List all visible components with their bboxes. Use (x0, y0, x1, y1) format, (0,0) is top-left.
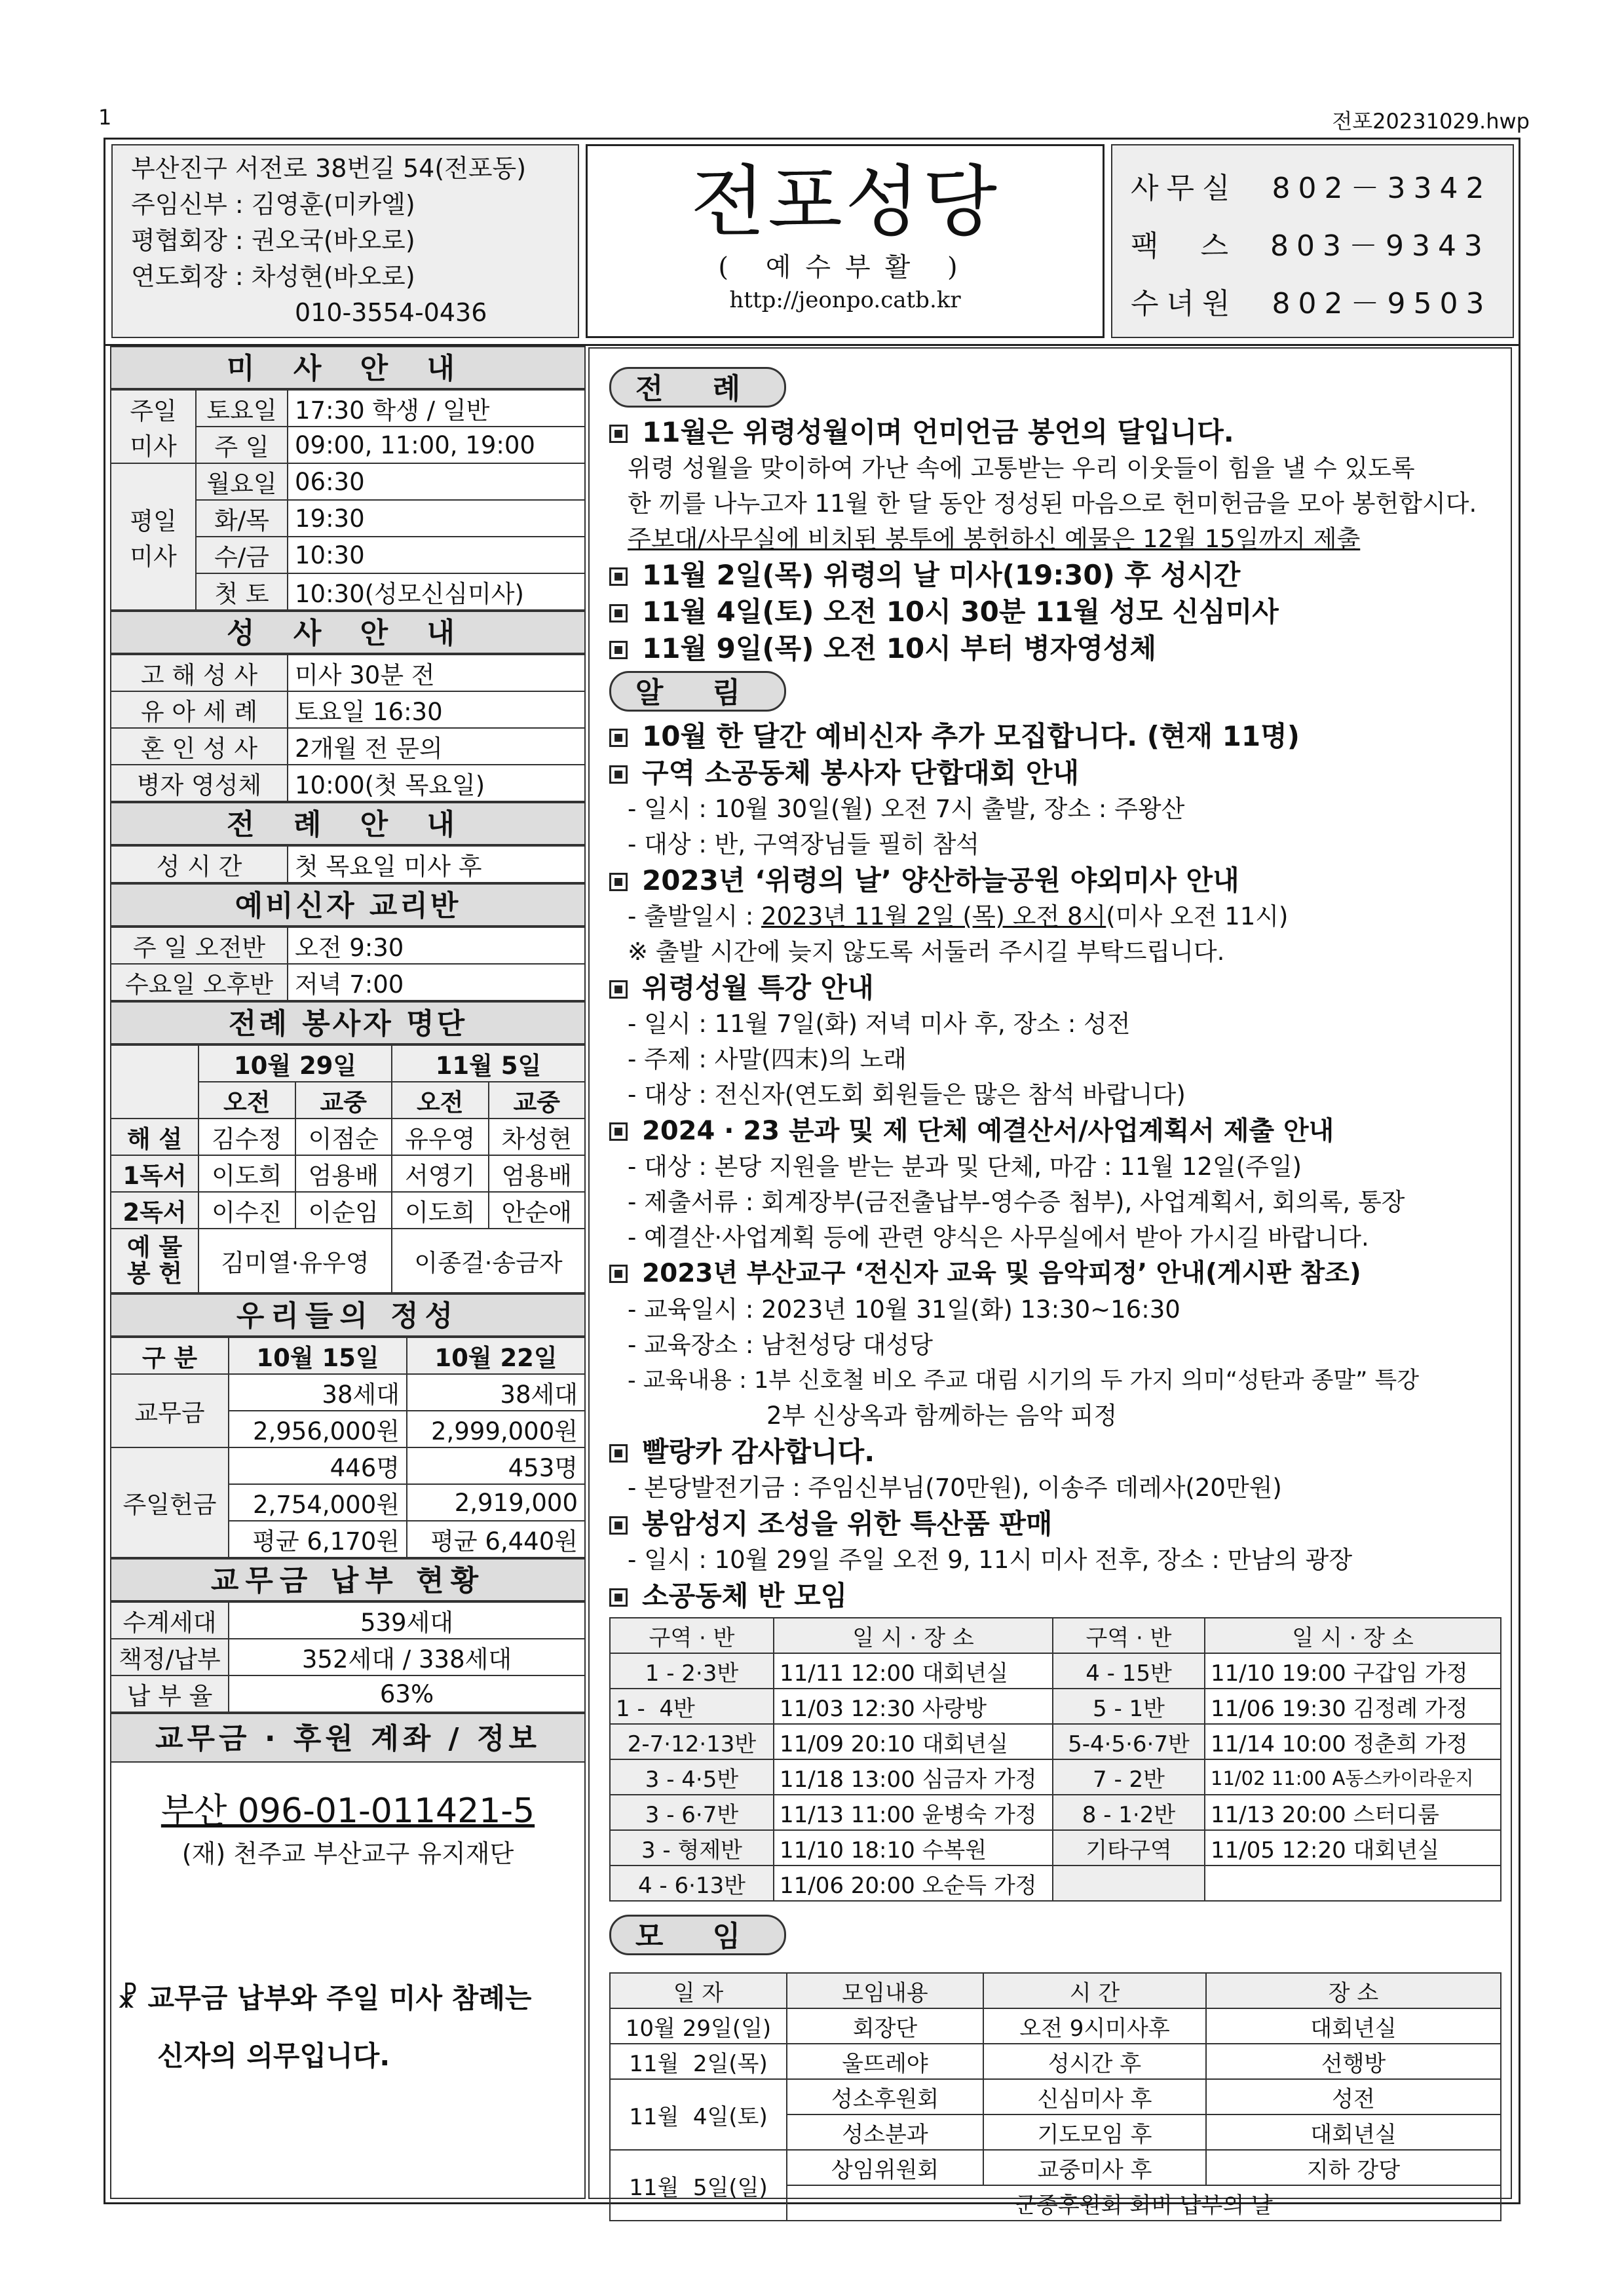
liturgy-info-heading: 전 례 안 내 (110, 802, 586, 845)
smallgroup-cell: 11/10 19:00 구갑임 가정 (1205, 1653, 1501, 1689)
table-row (610, 1795, 1501, 1830)
smallgroup-cell: 4 - 15반 (1053, 1653, 1205, 1689)
parish-info (111, 144, 579, 338)
offering-value: 평균 6,170원 (229, 1521, 407, 1558)
smallgroup-cell: 11/14 10:00 정춘희 가정 (1205, 1724, 1501, 1759)
contact-number: 803－9343 (1270, 229, 1490, 263)
meeting-cell: 지하 강당 (1206, 2150, 1501, 2185)
holy-hour-value: 첫 목요일 미사 후 (288, 846, 585, 883)
servers-col: 교중 (295, 1082, 392, 1119)
table-row (610, 2008, 1501, 2044)
smallgroup-cell: 4 - 6·13반 (610, 1866, 774, 1901)
table-row (610, 1689, 1501, 1724)
yeondo-phone: 010-3554-0436 (295, 298, 487, 327)
smallgroup-col: 구역 · 반 (610, 1618, 774, 1653)
smallgroup-cell: 11/13 20:00 스터디룸 (1205, 1795, 1501, 1830)
notice-text: - 교육장소 : 남천성당 대성당 (628, 1331, 934, 1359)
feast-subtitle: ( 예수부활 ) (718, 252, 972, 282)
smallgroup-cell: 3 - 6·7반 (610, 1795, 774, 1830)
server-name: 이도희 (392, 1192, 489, 1229)
smallgroup-table (609, 1617, 1501, 1902)
smallgroup-col: 일 시 · 장 소 (1205, 1618, 1501, 1653)
smallgroup-cell: 3 - 4·5반 (610, 1759, 774, 1795)
notice-item: 위령성월 특강 안내 (609, 970, 1507, 1006)
contact-convent (1131, 275, 1513, 333)
smallgroup-cell: 2-7·12·13반 (610, 1724, 774, 1759)
class-name: 수요일 오후반 (111, 964, 288, 1001)
mass-table (110, 389, 586, 611)
square-bullet-icon (609, 641, 628, 659)
dues-table (110, 1601, 586, 1713)
yeondo-president: 연도회장 : 차성현(바오로) (131, 262, 415, 291)
liturgy-item: 11월 9일(목) 오전 10시 부터 병자영성체 (609, 630, 1507, 667)
contact-label: 사무실 (1131, 172, 1238, 205)
smallgroup-cell: 11/18 13:00 심금자 가정 (774, 1759, 1053, 1795)
servers-table (110, 1044, 586, 1293)
meeting-cell: 대회년실 (1206, 2008, 1501, 2044)
liturgy-text: 위령 성월을 맞이하여 가난 속에 고통받는 우리 이웃들이 힘을 낼 수 있도록 (628, 454, 1415, 482)
square-bullet-icon (609, 425, 628, 443)
notice-item: 2023년 ‘위령의 날’ 양산하늘공원 야외미사 안내 (609, 862, 1507, 899)
contact-number: 802－9503 (1272, 287, 1492, 320)
meeting-cell: 11월 5일(일) (610, 2150, 787, 2221)
sacrament-name: 병자 영성체 (111, 765, 288, 801)
smallgroup-cell: 11/03 12:30 사랑방 (774, 1689, 1053, 1724)
offering-value: 2,956,000원 (229, 1411, 407, 1447)
contact-box (1111, 144, 1514, 338)
sacrament-name: 고 해 성 사 (111, 655, 288, 691)
holy-hour-label: 성 시 간 (111, 846, 288, 883)
notice-item: 소공동체 반 모임 (609, 1578, 1507, 1615)
liturgy-item: 11월은 위령성월이며 언미언금 봉언의 달입니다. (609, 414, 1507, 451)
notice-item: 2023년 부산교구 ‘전신자 교육 및 음악피정’ 안내(게시판 참조) (609, 1255, 1507, 1292)
notice-item: 봉암성지 조성을 위한 특산품 판매 (609, 1506, 1507, 1542)
account-holder: (재) 천주교 부산교구 유지재단 (181, 1839, 514, 1868)
catechumen-heading: 예비신자 교리반 (110, 883, 586, 927)
closing-line: 신자의 의무입니다. (157, 2040, 390, 2072)
notice-text: - 교육내용 : 1부 신호철 비오 주교 대림 시기의 두 가지 의미“성탄과 종말” 특강 (628, 1368, 1420, 1394)
tab-meeting: 모 임 (609, 1915, 786, 1955)
tab-notice: 알 림 (609, 671, 786, 712)
meeting-cell: 상임위원회 (787, 2150, 983, 2185)
offering-value: 2,919,000 (407, 1484, 585, 1521)
offering-value: 평균 6,440원 (407, 1521, 585, 1558)
parish-address: 부산진구 서전로 38번길 54(전포동) (131, 154, 527, 183)
gyomu-label: 교무금 (111, 1374, 229, 1447)
smallgroup-cell (1053, 1866, 1205, 1901)
class-time: 저녁 7:00 (288, 964, 585, 1001)
smallgroup-cell: 11/05 12:20 대회년실 (1205, 1830, 1501, 1866)
right-column (609, 367, 1507, 2221)
offering-value: 453명 (407, 1447, 585, 1484)
notice-text: ※ 출발 시간에 늦지 않도록 서둘러 주시길 부탁드립니다. (628, 938, 1225, 966)
council-president: 평협회장 : 권오국(바오로) (131, 226, 415, 255)
meeting-cell: 11월 4일(토) (610, 2079, 787, 2150)
smallgroup-col: 구역 · 반 (1053, 1618, 1205, 1653)
account-heading: 교무금 · 후원 계좌 / 정보 (110, 1713, 586, 1763)
meeting-cell: 10월 29일(일) (610, 2008, 787, 2044)
smallgroup-cell: 11/11 12:00 대회년실 (774, 1653, 1053, 1689)
account-number: 부산 096-01-011421-5 (161, 1791, 535, 1831)
offertory-names: 김미열·유우영 (198, 1229, 392, 1293)
meeting-cell: 성소분과 (787, 2114, 983, 2150)
server-name: 유우영 (392, 1119, 489, 1155)
sacrament-value: 미사 30분 전 (288, 655, 585, 691)
page-number: 1 (98, 105, 112, 130)
weekday-time: 10:30(성모신심미사) (288, 573, 585, 610)
square-bullet-icon (609, 980, 628, 999)
square-bullet-icon (609, 729, 628, 747)
server-role: 해 설 (111, 1119, 198, 1155)
meeting-cell: 성전 (1206, 2079, 1501, 2114)
notice-item: 구역 소공동체 봉사자 단합대회 안내 (609, 755, 1507, 792)
contact-label: 팩 스 (1131, 229, 1236, 263)
dues-heading: 교무금 납부 현황 (110, 1558, 586, 1601)
table-row (610, 1866, 1501, 1901)
offertory-role: 예 물 봉 헌 (111, 1229, 198, 1293)
server-name: 서영기 (392, 1155, 489, 1192)
contact-number: 802－3342 (1272, 172, 1492, 205)
closing-message (110, 1970, 586, 2085)
weekday-label: 첫 토 (196, 573, 288, 610)
meeting-col: 모임내용 (787, 1973, 983, 2008)
smallgroup-cell: 3 - 형제반 (610, 1830, 774, 1866)
notice-item: 빨랑카 감사합니다. (609, 1434, 1507, 1470)
smallgroup-cell: 기타구역 (1053, 1830, 1205, 1866)
meeting-cell: 울뜨레야 (787, 2044, 983, 2079)
server-name: 차성현 (489, 1119, 586, 1155)
weekday-time: 10:30 (288, 537, 585, 573)
closing-line: 교무금 납부와 주일 미사 참례는 (147, 1982, 532, 2014)
offering-value: 38세대 (229, 1374, 407, 1411)
square-bullet-icon (609, 1444, 628, 1463)
sacrament-table (110, 654, 586, 802)
offering-heading: 우리들의 정성 (110, 1293, 586, 1337)
dues-name: 납 부 율 (111, 1675, 229, 1712)
table-row (610, 2079, 1501, 2114)
saturday-label: 토요일 (196, 390, 288, 427)
sacrament-heading: 성 사 안 내 (110, 611, 586, 654)
meeting-col: 일 자 (610, 1973, 787, 2008)
pastor-name: 주임신부 : 김영훈(미카엘) (131, 190, 415, 219)
meeting-cell: 기도모임 후 (983, 2114, 1206, 2150)
servers-col: 오전 (392, 1082, 489, 1119)
smallgroup-col: 일 시 · 장 소 (774, 1618, 1053, 1653)
offering-table (110, 1337, 586, 1558)
smallgroup-cell: 5 - 1반 (1053, 1689, 1205, 1724)
notice-text: - 대상 : 본당 지원을 받는 분과 및 단체, 마감 : 11월 12일(주일) (628, 1153, 1302, 1181)
mass-heading: 미 사 안 내 (110, 346, 586, 389)
smallgroup-cell: 11/06 20:00 오순득 가정 (774, 1866, 1053, 1901)
meeting-col: 시 간 (983, 1973, 1206, 2008)
notice-item: 10월 한 달간 예비신자 추가 모집합니다. (현재 11명) (609, 718, 1507, 755)
saturday-time: 17:30 학생 / 일반 (288, 390, 585, 427)
servers-heading: 전례 봉사자 명단 (110, 1001, 586, 1044)
liturgy-text: 한 끼를 나누고자 11월 한 달 동안 정성된 마음으로 헌미헌금을 모아 봉헌합시다. (628, 489, 1477, 518)
contact-office (1131, 160, 1513, 218)
smallgroup-cell: 8 - 1·2반 (1053, 1795, 1205, 1830)
square-bullet-icon (609, 604, 628, 622)
offering-col: 10월 15일 (229, 1337, 407, 1374)
class-name: 주 일 오전반 (111, 927, 288, 964)
smallgroup-cell: 11/09 20:10 대회년실 (774, 1724, 1053, 1759)
notice-text: - 일시 : 11월 7일(화) 저녁 미사 후, 장소 : 성전 (628, 1010, 1131, 1038)
square-bullet-icon (609, 1122, 628, 1141)
sacrament-value: 10:00(첫 목요일) (288, 765, 585, 801)
dues-value: 352세대 / 338세대 (229, 1639, 585, 1675)
parish-url[interactable]: http://jeonpo.catb.kr (729, 287, 961, 313)
title-box (586, 144, 1105, 338)
sacrament-value: 토요일 16:30 (288, 691, 585, 728)
smallgroup-cell: 1 - 4반 (610, 1689, 774, 1724)
weekday-time: 19:30 (288, 500, 585, 537)
tab-liturgy: 전 례 (609, 367, 786, 408)
notice-text: - 대상 : 반, 구역장님들 필히 참석 (628, 830, 980, 858)
table-row (610, 2044, 1501, 2079)
square-bullet-icon (609, 1265, 628, 1283)
square-bullet-icon (609, 873, 628, 891)
offering-value: 446명 (229, 1447, 407, 1484)
server-name: 이순임 (295, 1192, 392, 1229)
sacrament-name: 혼 인 성 사 (111, 728, 288, 765)
catechumen-table (110, 927, 586, 1001)
server-name: 이수진 (198, 1192, 295, 1229)
meeting-cell: 교중미사 후 (983, 2150, 1206, 2185)
smallgroup-cell: 5-4·5·6·7반 (1053, 1724, 1205, 1759)
liturgy-text: 주보대/사무실에 비치된 봉투에 봉헌하신 예물은 12월 15일까지 제출 (628, 525, 1361, 553)
sacrament-name: 유 아 세 례 (111, 691, 288, 728)
server-role: 2독서 (111, 1192, 198, 1229)
offering-value: 2,999,000원 (407, 1411, 585, 1447)
left-column (110, 346, 586, 2085)
meeting-cell: 회장단 (787, 2008, 983, 2044)
smallgroup-cell: 11/10 18:10 수복원 (774, 1830, 1053, 1866)
file-name: 전포20231029.hwp (1332, 109, 1530, 134)
weekday-label: 월요일 (196, 463, 288, 500)
parish-title: 전포성당 (690, 157, 1000, 247)
sunday-time: 09:00, 11:00, 19:00 (288, 427, 585, 463)
smallgroup-cell: 7 - 2반 (1053, 1759, 1205, 1795)
notice-text: 2부 신상옥과 함께하는 음악 피정 (766, 1402, 1118, 1430)
server-name: 엄용배 (295, 1155, 392, 1192)
servers-corner (111, 1045, 198, 1119)
sunday-mass-label: 주일 미사 (111, 390, 196, 463)
meeting-cell: 오전 9시미사후 (983, 2008, 1206, 2044)
square-bullet-icon (609, 1588, 628, 1607)
square-bullet-icon (609, 1516, 628, 1535)
notice-text: - 출발일시 : 2023년 11월 2일 (목) 오전 8시(미사 오전 11시) (628, 902, 1289, 930)
server-name: 엄용배 (489, 1155, 586, 1192)
server-name: 안순애 (489, 1192, 586, 1229)
meeting-cell: 성시간 후 (983, 2044, 1206, 2079)
table-row (610, 2150, 1501, 2185)
liturgy-item: 11월 2일(목) 위령의 날 미사(19:30) 후 성시간 (609, 557, 1507, 594)
meeting-cell: 선행방 (1206, 2044, 1501, 2079)
smallgroup-cell: 11/02 11:00 A동스카이라운지 (1205, 1759, 1501, 1795)
meeting-cell: 대회년실 (1206, 2114, 1501, 2150)
table-row (610, 1653, 1501, 1689)
bulletin-header (104, 138, 1520, 346)
notice-text: - 주제 : 사말(四末)의 노래 (628, 1045, 907, 1073)
sunday-offering-label: 주일헌금 (111, 1447, 229, 1558)
offering-value: 38세대 (407, 1374, 585, 1411)
servers-date: 11월 5일 (392, 1045, 585, 1082)
contact-label: 수녀원 (1131, 287, 1238, 320)
meeting-cell: 신심미사 후 (983, 2079, 1206, 2114)
server-name: 김수정 (198, 1119, 295, 1155)
server-role: 1독서 (111, 1155, 198, 1192)
notice-text: - 일시 : 10월 30일(월) 오전 7시 출발, 장소 : 주왕산 (628, 795, 1185, 823)
weekday-time: 06:30 (288, 463, 585, 500)
notice-text: - 교육일시 : 2023년 10월 31일(화) 13:30~16:30 (628, 1295, 1180, 1324)
square-bullet-icon (609, 765, 628, 784)
table-row (610, 1724, 1501, 1759)
notice-text: - 대상 : 전신자(연도회 회원들은 많은 참석 바랍니다) (628, 1081, 1186, 1109)
offertory-names: 이종걸·송금자 (392, 1229, 585, 1293)
table-row (610, 1830, 1501, 1866)
offering-col: 10월 22일 (407, 1337, 585, 1374)
smallgroup-cell (1205, 1866, 1501, 1901)
sacrament-value: 2개월 전 문의 (288, 728, 585, 765)
notice-text: - 본당발전기금 : 주임신부님(70만원), 이송주 데레사(20만원) (628, 1474, 1282, 1502)
meeting-cell: 군종후원회 회비 납부의 날 (787, 2185, 1501, 2221)
notice-text: - 일시 : 10월 29일 주일 오전 9, 11시 미사 전후, 장소 : 만남의 광장 (628, 1546, 1353, 1574)
weekday-mass-label: 평일 미사 (111, 463, 196, 610)
smallgroup-cell: 1 - 2·3반 (610, 1653, 774, 1689)
smallgroup-cell: 11/06 19:30 김정례 가정 (1205, 1689, 1501, 1724)
liturgy-info-table (110, 845, 586, 883)
offering-value: 2,754,000원 (229, 1484, 407, 1521)
dues-name: 책정/납부 (111, 1639, 229, 1675)
meeting-table (609, 1972, 1501, 2221)
notice-text: - 예결산·사업계획 등에 관련 양식은 사무실에서 받아 가시길 바랍니다. (628, 1223, 1369, 1252)
meeting-cell: 11월 2일(목) (610, 2044, 787, 2079)
servers-col: 오전 (198, 1082, 295, 1119)
notice-text: - 제출서류 : 회계장부(금전출납부-영수증 첨부), 사업계획서, 회의록, 통장 (628, 1188, 1405, 1216)
server-name: 이도희 (198, 1155, 295, 1192)
chi-rho-icon: ☧ (117, 1982, 138, 2014)
meeting-cell: 성소후원회 (787, 2079, 983, 2114)
servers-col: 교중 (489, 1082, 586, 1119)
dues-value: 63% (229, 1675, 585, 1712)
contact-fax (1131, 218, 1513, 275)
liturgy-item: 11월 4일(토) 오전 10시 30분 11월 성모 신심미사 (609, 594, 1507, 630)
notice-item: 2024 · 23 분과 및 제 단체 예결산서/사업계획서 제출 안내 (609, 1113, 1507, 1149)
weekday-label: 화/목 (196, 500, 288, 537)
smallgroup-cell: 11/13 11:00 윤병숙 가정 (774, 1795, 1053, 1830)
dues-value: 539세대 (229, 1602, 585, 1639)
servers-date: 10월 29일 (198, 1045, 392, 1082)
table-row (610, 1759, 1501, 1795)
dues-name: 수계세대 (111, 1602, 229, 1639)
square-bullet-icon (609, 567, 628, 586)
offering-col: 구 분 (111, 1337, 229, 1374)
class-time: 오전 9:30 (288, 927, 585, 964)
account-info (110, 1763, 586, 1970)
weekday-label: 수/금 (196, 537, 288, 573)
sunday-label: 주 일 (196, 427, 288, 463)
server-name: 이점순 (295, 1119, 392, 1155)
meeting-col: 장 소 (1206, 1973, 1501, 2008)
